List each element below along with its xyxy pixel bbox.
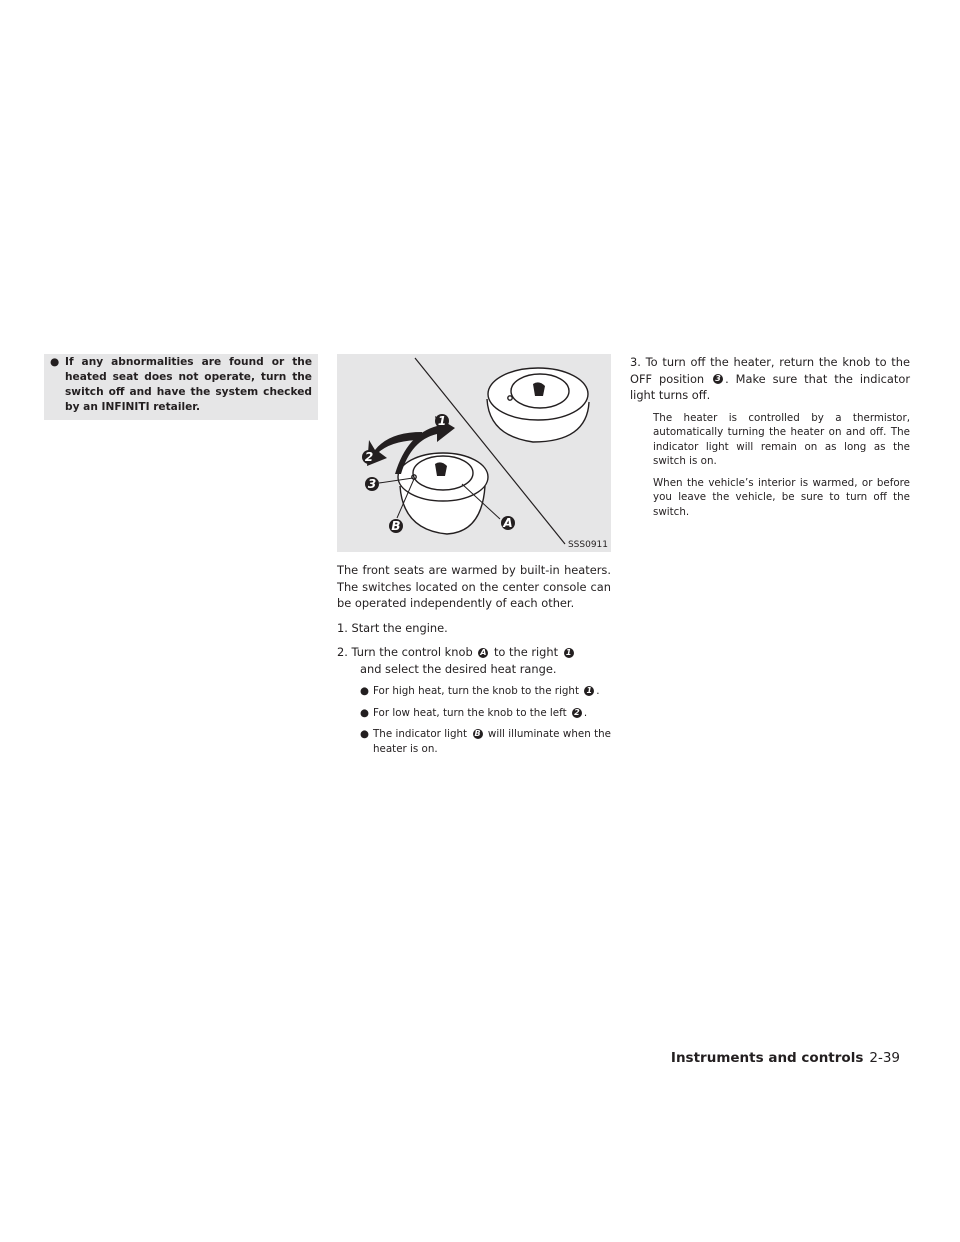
sub-high-heat — [337, 684, 611, 699]
lower-knob — [398, 453, 488, 534]
switch-off-note: When the vehicle’s interior is warmed, or before you leave the vehicle, be sure to turn off the switch. — [653, 476, 910, 518]
bullet-icon: ● — [50, 356, 60, 368]
callout-b: B — [391, 519, 401, 533]
step-3 — [630, 354, 910, 404]
step-2-text-a: 2. Turn the control knob — [337, 645, 473, 659]
bullet-icon: ● — [360, 728, 369, 740]
knob-diagram — [337, 354, 611, 552]
callout-a: A — [503, 516, 513, 530]
ref-1-icon: 1 — [564, 648, 574, 658]
intro-paragraph: The front seats are warmed by built-in heaters. The switches located on the center console can be operated independently of each other. — [337, 563, 611, 610]
high-heat-text: For high heat, turn the knob to the right — [373, 685, 579, 697]
page-footer — [671, 1050, 900, 1066]
heated-seat-switch-illustration — [337, 354, 611, 552]
warning-box — [44, 354, 318, 420]
warning-text: If any abnormalities are found or the heated seat does not operate, turn the switch off and have the system checked by an INFINITI retailer. — [65, 356, 312, 413]
low-heat-end: . — [583, 706, 588, 719]
ref-a-icon: A — [480, 647, 487, 657]
callout-2: 2 — [364, 450, 374, 464]
thermistor-note: The heater is controlled by a thermistor, automatically turning the heater on and off. The indicator light will remain on as long as the switch is on. — [653, 411, 910, 467]
section-title: Instruments and controls — [670, 1050, 864, 1066]
sub-indicator — [337, 727, 611, 756]
step-2 — [337, 644, 611, 677]
low-heat-text: For low heat, turn the knob to the left — [373, 706, 567, 719]
indicator-text-b: will illuminate when the heater is on. — [373, 728, 612, 755]
callout-3: 3 — [367, 477, 377, 491]
upper-knob — [487, 368, 589, 442]
indicator-text-a: The indicator light — [373, 728, 468, 740]
step-3-text-a: 3. To turn off the heater, return the knob to the OFF position — [630, 355, 910, 386]
step-2-text-b: to the right — [493, 645, 559, 659]
step-3-text-b: . Make sure that the indicator light turns off. — [630, 371, 911, 402]
ref-2-icon: 2 — [572, 708, 582, 718]
step-2-text-c: and select the desired heat range. — [360, 661, 557, 676]
left-column — [44, 354, 318, 420]
bullet-icon: ● — [360, 685, 369, 697]
right-column — [630, 354, 910, 519]
bullet-icon: ● — [360, 706, 369, 719]
step-1-text: 1. Start the engine. — [337, 620, 448, 635]
high-heat-end: . — [596, 685, 600, 697]
ref-3-icon: 3 — [713, 374, 723, 384]
figure-code: SSS0911 — [567, 540, 608, 550]
ref-1-icon: 1 — [584, 686, 594, 696]
page-number: 2-39 — [869, 1050, 900, 1066]
callout-1: 1 — [437, 414, 447, 428]
sub-low-heat — [337, 706, 611, 721]
middle-column — [337, 354, 611, 756]
step-1 — [337, 620, 611, 637]
ref-b-icon: B — [474, 729, 481, 738]
